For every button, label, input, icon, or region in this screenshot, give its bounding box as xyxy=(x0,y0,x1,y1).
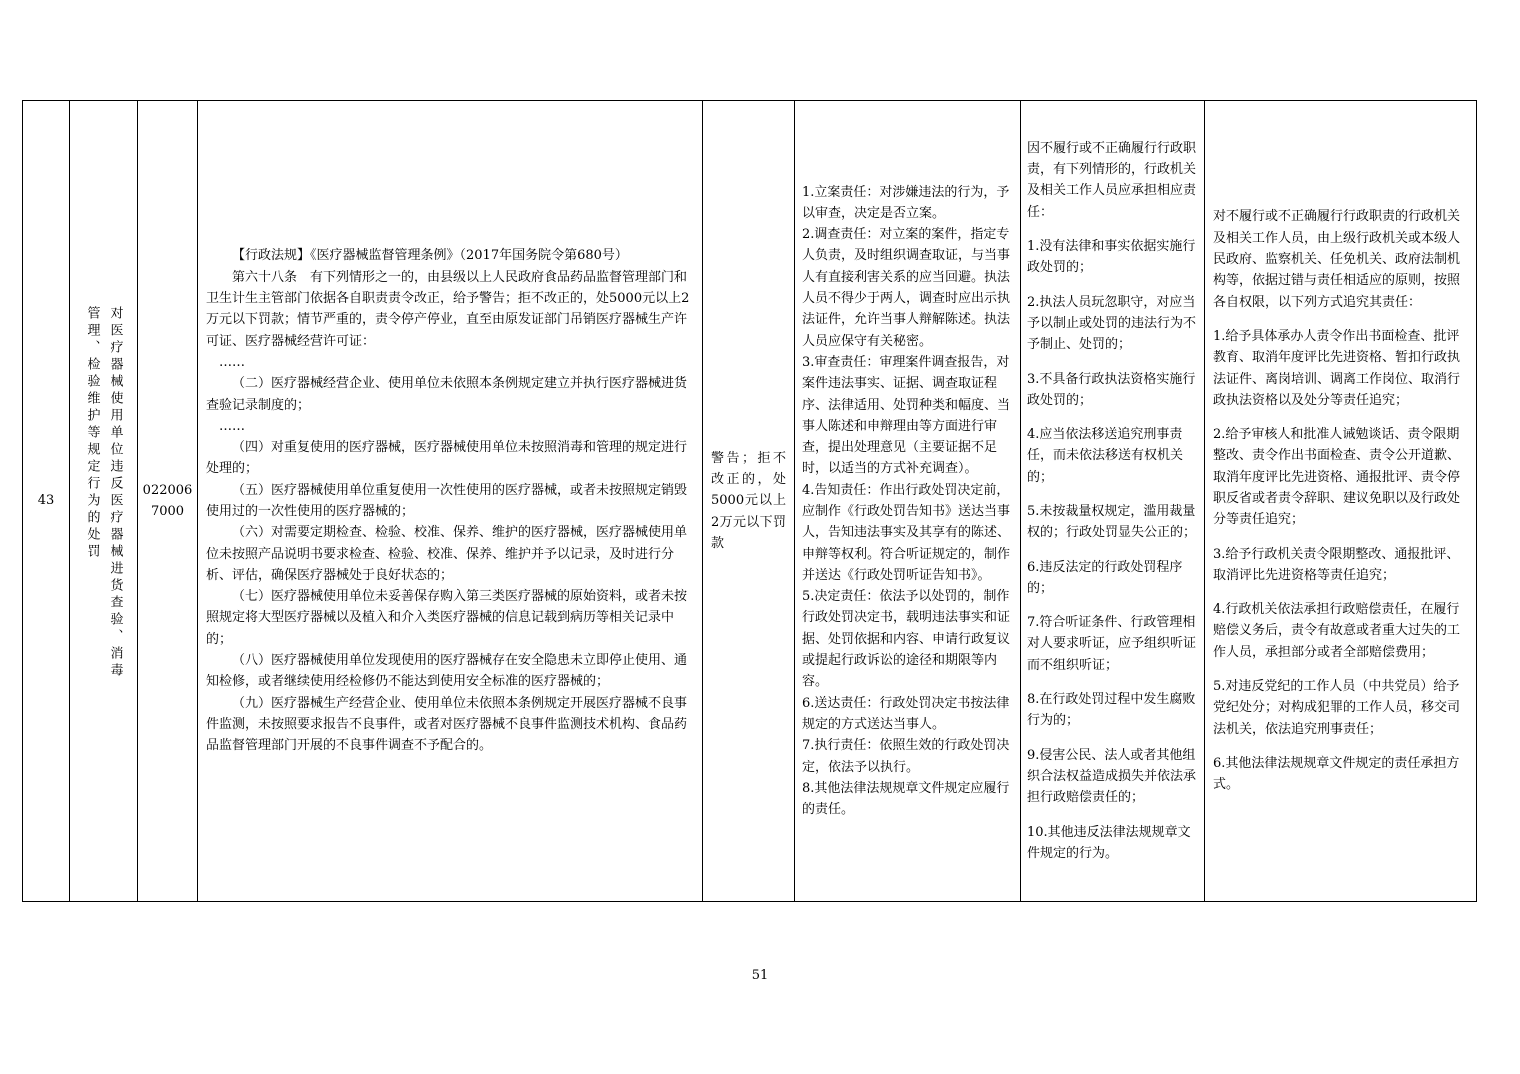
basis-paragraph: 第六十八条 有下列情形之一的，由县级以上人民政府食品药品监督管理部门和卫生计生主管部门依据各自职责责令改正，给予警告；拒不改正的，处5000元以上2万元以下罚款；情节严重的，责令停产停业，直至由原发证部门吊销医疗器械生产许可证、医疗器械经营许可证： xyxy=(206,269,690,349)
accountability-item: 3.不具备行政执法资格实施行政处罚的； xyxy=(1027,371,1196,408)
accountability-methods xyxy=(1213,206,1468,795)
basis-paragraph: 【行政法规】《医疗器械监督管理条例》（2017年国务院令第680号） xyxy=(232,248,628,264)
accountability-item: 9.侵害公民、法人或者其他组织合法权益造成损失并依法承担行政赔偿责任的； xyxy=(1027,747,1197,806)
accountability-methods-cell xyxy=(1205,101,1477,902)
accountability-method: 1.给予具体承办人责令作出书面检查、批评教育、取消年度评比先进资格、暂扣行政执法证件、离岗培训、调离工作岗位、取消行政执法资格以及处分等责任追究； xyxy=(1213,328,1461,408)
responsibility-item: 6.送达责任：行政处罚决定书按法律规定的方式送达当事人。 xyxy=(802,695,1010,732)
accountability-items-cell xyxy=(1021,101,1205,902)
accountability-method: 对不履行或不正确履行行政职责的行政机关及相关工作人员，由上级行政机关或本级人民政府、监察机关、任免机关、政府法制机构等，依据过错与责任相适应的原则，按照各自权限，以下列方式追究其责任： xyxy=(1213,209,1461,310)
basis-paragraph: …… xyxy=(219,418,245,434)
accountability-item: 8.在行政处罚过程中发生腐败行为的； xyxy=(1027,692,1196,729)
accountability-item: 2.执法人员玩忽职守，对应当予以制止或处罚的违法行为不予制止、处罚的； xyxy=(1027,294,1197,353)
accountability-item: 10.其他违反法律法规规章文件规定的行为。 xyxy=(1027,824,1191,861)
page-number: 51 xyxy=(751,968,769,983)
accountability-method: 4.行政机关依法承担行政赔偿责任，在履行赔偿义务后，责令有故意或者重大过失的工作人员，承担部分或者全部赔偿费用； xyxy=(1213,602,1461,660)
basis-paragraph: （六）对需要定期检查、检验、校准、保养、维护的医疗器械，医疗器械使用单位未按照产品说明书要求检查、检验、校准、保养、维护并予以记录，及时进行分析、评估，确保医疗器械处于良好状态的； xyxy=(206,525,688,583)
legal-basis xyxy=(206,245,694,756)
responsibility-list xyxy=(802,182,1013,821)
basis-paragraph: （八）医疗器械使用单位发现使用的医疗器械存在安全隐患未立即停止使用、通知检修，或者继续使用经检修仍不能达到使用安全标准的医疗器械的； xyxy=(206,653,688,690)
responsibility-item: 1.立案责任：对涉嫌违法的行为，予以审查，决定是否立案。 xyxy=(802,184,1010,221)
responsibility-item: 3.审查责任：审理案件调查报告，对案件违法事实、证据、调查取证程序、法律适用、处罚种类和幅度、当事人陈述和申辩理由等方面进行审查，提出处理意见（主要证据不足时，以适当的方式补充调查）。 xyxy=(802,354,1011,477)
responsibility-item: 5.决定责任：依法予以处罚的，制作行政处罚决定书，载明违法事实和证据、处罚依据和内容、申请行政复议或提起行政诉讼的途径和期限等内容。 xyxy=(802,589,1011,690)
basis-paragraph: （七）医疗器械使用单位未妥善保存购入第三类医疗器械的原始资料，或者未按照规定将大型医疗器械以及植入和介入类医疗器械的信息记载到病历等相关记录中的； xyxy=(206,589,688,647)
basis-paragraph: （二）医疗器械经营企业、使用单位未依照本条例规定建立并执行医疗器械进货查验记录制度的； xyxy=(206,376,688,413)
accountability-method: 6.其他法律法规规章文件规定的责任承担方式。 xyxy=(1213,755,1460,793)
accountability-item: 7.符合听证条件、行政管理相对人要求听证，应予组织听证而不组织听证； xyxy=(1027,615,1197,673)
accountability-method: 3.给予行政机关责令限期整改、通报批评、取消评比先进资格等责任追究； xyxy=(1213,546,1460,583)
accountability-item: 4.应当依法移送追究刑事责任，而未依法移送有权机关的； xyxy=(1027,427,1184,485)
responsibility-item: 8.其他法律法规规章文件规定应履行的责任。 xyxy=(802,780,1010,818)
basis-paragraph: （四）对重复使用的医疗器械，医疗器械使用单位未按照消毒和管理的规定进行处理的； xyxy=(206,440,688,477)
responsibility-cell xyxy=(795,101,1021,902)
table-row xyxy=(23,101,1477,902)
accountability-method: 5.对违反党纪的工作人员（中共党员）给予党纪处分；对构成犯罪的工作人员，移交司法机关，依法追究刑事责任； xyxy=(1213,679,1461,737)
responsibility-item: 7.执行责任：依照生效的行政处罚决定，依法予以执行。 xyxy=(802,738,1010,775)
basis-paragraph: （五）医疗器械使用单位重复使用一次性使用的医疗器械，或者未按照规定销毁使用过的一次性使用的医疗器械的； xyxy=(206,482,688,519)
power-code: 0220067000 xyxy=(138,101,198,902)
responsibility-item: 2.调查责任：对立案的案件，指定专人负责，及时组织调查取证，与当事人有直接利害关系的应当回避。执法人员不得少于两人，调查时应出示执法证件，允许当事人辩解陈述。执法人员应保守有关秘密。 xyxy=(802,227,1011,349)
power-name: 对医疗器械使用单位违反医疗器械进货查验、消毒管理、检验维护等规定行为的处罚 xyxy=(84,306,123,680)
basis-paragraph: （九）医疗器械生产经营企业、使用单位未依照本条例规定开展医疗器械不良事件监测，未按照要求报告不良事件，或者对医疗器械不良事件监测技术机构、食品药品监督管理部门开展的不良事件调查不予配合的。 xyxy=(206,695,688,754)
power-list-table xyxy=(22,100,1477,902)
accountability-item: 5.未按裁量权规定，滥用裁量权的；行政处罚显失公正的； xyxy=(1027,504,1197,541)
basis-paragraph: …… xyxy=(219,354,245,370)
responsibility-item: 4.告知责任：作出行政处罚决定前，应制作《行政处罚告知书》送达当事人，告知违法事实及其享有的陈述、申辩等权利。符合听证规定的，制作并送达《行政处罚听证告知书》。 xyxy=(802,482,1011,583)
power-name-cell xyxy=(70,101,138,902)
accountability-items xyxy=(1027,138,1198,864)
accountability-item: 因不履行或不正确履行行政职责，有下列情形的，行政机关及相关工作人员应承担相应责任： xyxy=(1027,140,1197,220)
row-number: 43 xyxy=(23,101,70,902)
legal-basis-cell xyxy=(198,101,703,902)
accountability-item: 6.违反法定的行政处罚程序的； xyxy=(1027,559,1183,596)
accountability-item: 1.没有法律和事实依据实施行政处罚的； xyxy=(1027,239,1196,276)
accountability-method: 2.给予审核人和批准人诫勉谈话、责令限期整改、责令作出书面检查、责令公开道歉、取消年度评比先进资格、通报批评、责令停职反省或者责令辞职、建议免职以及行政处分等责任追究； xyxy=(1213,427,1461,528)
penalty-cell: 警告；拒不改正的，处5000元以上2万元以下罚款 xyxy=(703,101,795,902)
